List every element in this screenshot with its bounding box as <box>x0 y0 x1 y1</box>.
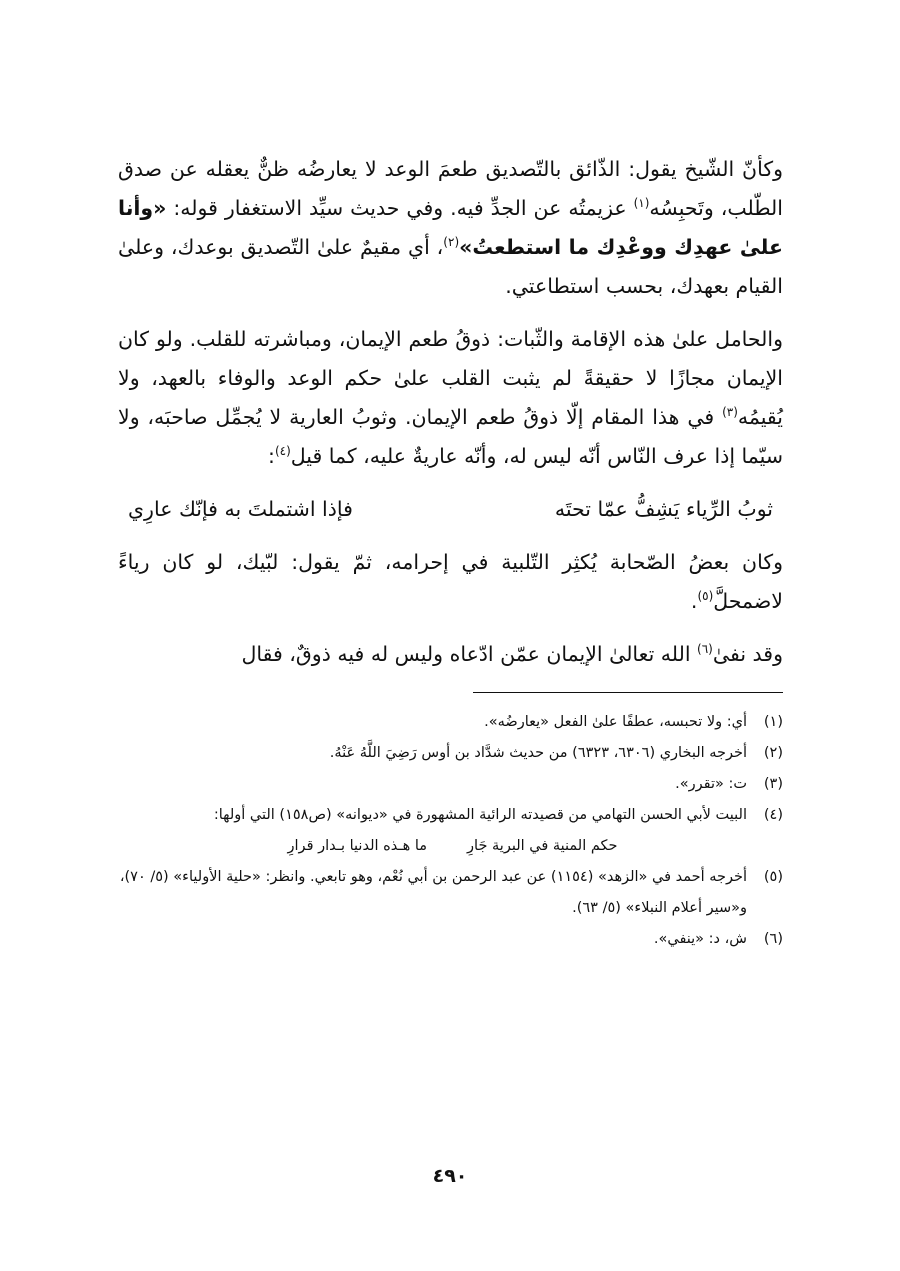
footnote-number: (٣) <box>763 776 783 792</box>
footnote-1 <box>118 707 783 738</box>
paragraph-1-text-b: عزيمتُه عن الجدِّ فيه. وفي حديث سيِّد الاستغفار قوله: <box>166 196 634 220</box>
footnote-5 <box>118 862 783 924</box>
footnote-4 <box>118 800 783 862</box>
footnote-verse-second: ما هـذه الدنيا بـدار قرارِ <box>287 838 428 854</box>
paragraph-2-text-a: والحامل علىٰ هذه الإقامة والثّبات: ذوقُ طعم الإيمان، ومباشرته للقلب. ولو كان الإيمان مجازًا لا حقيقةً لم يثبت القلب علىٰ حكم الوعد والوفاء بالعهد، ولا يُقيمُه <box>118 327 783 429</box>
footnote-text: أخرجه أحمد في «الزهد» (١١٥٤) عن عبد الرحمن بن أبي نُعْم، وهو تابعي. وانظر: «حلية الأولياء» (٥/ ٧٠)، و«سير أعلام النبلاء» (٥/ ٦٣). <box>119 869 747 916</box>
footnote-text: البيت لأبي الحسن التهامي من قصيدته الرائية المشهورة في «ديوانه» (ص١٥٨) التي أولها: <box>213 807 747 823</box>
poem-verse <box>128 490 773 529</box>
paragraph-2-text-c: : <box>268 444 275 468</box>
paragraph-2-text-b: في هذا المقام إلّا ذوقُ طعم الإيمان. وثوبُ العارية لا يُجمِّل صاحبَه، ولا سيّما إذا عرف النّاس أنّه ليس له، وأنّه عاريةٌ عليه، كما قيل <box>118 405 783 468</box>
footnote-ref-6[interactable]: (٦) <box>697 642 713 657</box>
paragraph-4 <box>118 635 783 674</box>
verse-first-hemistich: ثوبُ الرِّياء يَشِفُّ عمّا تحتَه <box>554 497 773 521</box>
footnote-ref-3[interactable]: (٣) <box>722 405 738 420</box>
paragraph-2 <box>118 320 783 476</box>
footnote-body <box>118 800 747 862</box>
paragraph-1-text-a: وكأنّ الشّيخ يقول: الذّائق بالتّصديق طعمَ الوعد لا يعارضُه ظنٌّ يعقله عن صدق الطّلب، وتَحبِسُه <box>118 157 783 220</box>
footnote-text: ت: «تقرر». <box>675 776 747 792</box>
footnote-verse <box>118 831 747 862</box>
page-body <box>118 150 783 955</box>
page-number: ٤٩٠ <box>432 1165 468 1187</box>
paragraph-3-text-b: . <box>690 589 698 613</box>
footnote-2 <box>118 738 783 769</box>
footnote-3 <box>118 769 783 800</box>
paragraph-3 <box>118 543 783 621</box>
footnote-verse-first: حكم المنية في البرية جَارِ <box>467 838 618 854</box>
footnote-ref-1[interactable]: (١) <box>633 196 650 211</box>
paragraph-4-text-b: الله تعالىٰ الإيمان عمّن ادّعاه وليس له فيه ذوقٌ، فقال <box>241 642 698 666</box>
footnote-number: (٥) <box>763 869 783 885</box>
footnote-number: (٤) <box>763 807 783 823</box>
paragraph-1-text-c: ، أي مقيمٌ علىٰ التّصديق بوعدك، وعلىٰ القيام بعهدك، بحسب استطاعتي. <box>118 235 783 298</box>
footnote-6 <box>118 924 783 955</box>
footnotes-section <box>118 707 783 955</box>
footnote-text: أخرجه البخاري (٦٣٠٦، ٦٣٢٣) من حديث شدَّاد بن أوس رَضِيَ اللَّهُ عَنْهُ. <box>329 745 747 761</box>
verse-second-hemistich: فإذا اشتملتَ به فإنّك عارِي <box>128 497 353 521</box>
footnote-number: (١) <box>763 714 783 730</box>
footnote-ref-4[interactable]: (٤) <box>274 444 291 459</box>
footnote-text: ش، د: «ينفي». <box>653 931 747 947</box>
paragraph-4-text-a: وقد نفىٰ <box>712 642 783 666</box>
footnote-ref-5[interactable]: (٥) <box>697 589 714 604</box>
footnote-number: (٢) <box>763 745 783 761</box>
footnote-ref-2[interactable]: (٢) <box>443 235 460 250</box>
footnote-text: أي: ولا تحبسه، عطفًا علىٰ الفعل «يعارضُه». <box>484 714 747 730</box>
paragraph-1 <box>118 150 783 306</box>
hadith-quote: «وأنا علىٰ عهدِك ووعْدِك ما استطعتُ» <box>118 196 784 259</box>
paragraph-3-text-a: وكان بعضُ الصّحابة يُكثِر التّلبية في إحرامه، ثمّ يقول: لبّيك، لو كان رياءً لاضمحلَّ <box>118 550 783 613</box>
footnote-divider <box>473 692 783 693</box>
footnote-number: (٦) <box>763 931 783 947</box>
